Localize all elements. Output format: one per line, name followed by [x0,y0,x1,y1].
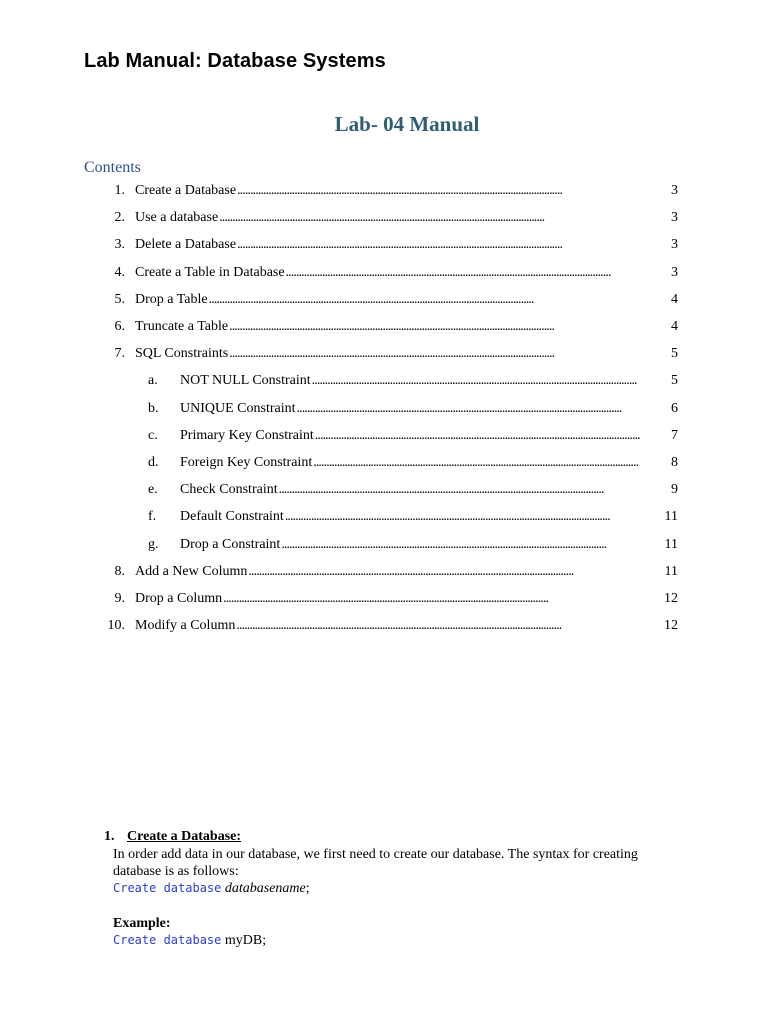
toc-entry[interactable] [104,209,678,226]
toc-entry[interactable] [148,481,678,498]
toc-entry-page-number: 11 [664,536,678,552]
toc-entry-page-number: 11 [664,509,678,525]
toc-entry-page-number: 12 [664,618,678,634]
toc-entry-page-number: 3 [671,210,678,226]
toc-entry-number: 4. [114,264,125,280]
toc-entry-page-number: 6 [671,400,678,416]
toc-entry-label: Create a Database [135,183,237,198]
toc-entry-page-number: 3 [671,183,678,198]
toc-entry-number: d. [148,455,159,470]
toc-entry-page-number: 3 [671,264,678,280]
contents-heading: Contents [84,159,141,176]
toc-entry-number: 1. [114,183,125,198]
toc-dot-leader [312,372,670,389]
toc-entry-label: Foreign Key Constraint [180,455,313,470]
toc-dot-leader [237,182,670,199]
toc-dot-leader [285,508,664,525]
page-header-title: Lab Manual: Database Systems [84,50,386,72]
toc-dot-leader [315,427,670,444]
toc-entry[interactable] [104,563,678,580]
section-body [113,846,664,949]
section-heading [104,829,664,845]
toc-dot-leader [279,481,670,498]
toc-entry-label: NOT NULL Constraint [180,373,311,389]
toc-entry-number: 5. [114,291,125,307]
toc-dot-leader [229,318,670,335]
toc-entry-number: 10. [107,618,125,634]
toc-entry[interactable] [104,236,678,253]
toc-entry[interactable] [148,454,678,471]
toc-entry[interactable] [104,291,678,308]
toc-entry[interactable] [148,400,678,417]
syntax-line [113,880,664,897]
toc-dot-leader [229,345,670,362]
toc-entry[interactable] [104,264,678,281]
toc-entry-page-number: 3 [671,237,678,253]
toc-entry-label: Create a Table in Database [135,264,285,280]
toc-entry[interactable] [104,345,678,362]
toc-entry-number: 6. [114,319,125,334]
toc-entry[interactable] [104,617,678,634]
toc-entry[interactable] [148,372,678,389]
toc-entry-label: Truncate a Table [135,319,229,334]
toc-entry-label: Delete a Database [135,237,237,253]
syntax-terminator: ; [305,881,310,896]
toc-entry-page-number: 12 [664,591,678,606]
toc-entry-label: Drop a Constraint [180,536,281,552]
toc-entry-label: UNIQUE Constraint [180,400,296,416]
toc-entry-number: c. [148,427,158,443]
toc-entry[interactable] [148,427,678,444]
toc-dot-leader [236,617,663,634]
toc-dot-leader [297,400,671,417]
document-title: Lab- 04 Manual [334,112,480,136]
toc-dot-leader [219,209,670,226]
toc-entry[interactable] [148,508,678,525]
section-paragraph: In order add data in our database, we first need to create our database. The syntax for creating database is as follows: [113,847,638,879]
toc-dot-leader [248,563,663,580]
toc-entry-label: Primary Key Constraint [180,427,314,443]
toc-entry-page-number: 11 [664,563,678,579]
example-line [113,932,664,949]
toc-entry-page-number: 8 [671,455,678,470]
toc-entry-number: 2. [114,210,125,226]
toc-entry-number: 8. [114,563,125,579]
section-create-database [104,829,664,949]
example-label: Example: [113,916,171,931]
toc-entry-number: f. [148,509,157,525]
toc-entry[interactable] [104,590,678,607]
toc-entry[interactable] [148,536,678,553]
toc-dot-leader [223,590,663,607]
toc-entry-page-number: 5 [671,346,678,362]
toc-dot-leader [237,236,670,253]
toc-entry-label: Check Constraint [180,482,278,498]
toc-entry-page-number: 9 [671,482,678,498]
toc-entry-label: Drop a Table [135,291,208,307]
toc-entry-number: b. [148,400,159,416]
toc-entry[interactable] [104,318,678,335]
syntax-argument: databasename [224,881,306,896]
section-heading-label: Create a Database: [127,829,242,844]
toc-entry-label: SQL Constraints [135,346,229,362]
section-number: 1. [104,829,115,844]
toc-dot-leader [286,264,670,281]
toc-entry-page-number: 7 [671,427,678,443]
example-keyword: Create database [113,933,222,947]
toc-entry-number: 9. [114,591,125,606]
toc-entry-label: Default Constraint [180,509,284,525]
toc-entry-label: Use a database [135,210,219,226]
toc-entry-page-number: 5 [671,373,678,389]
toc-entry-page-number: 4 [671,319,678,334]
toc-entry-number: 7. [114,346,125,362]
toc-entry-number: 3. [114,237,125,253]
toc-entry-label: Add a New Column [135,563,248,579]
toc-dot-leader [209,291,670,308]
example-argument: myDB; [224,933,267,948]
toc-entry-number: a. [148,373,158,389]
toc-entry-number: g. [148,536,159,552]
syntax-keyword: Create database [113,881,222,895]
toc-entry[interactable] [104,182,678,199]
toc-dot-leader [281,536,663,553]
toc-entry-page-number: 4 [671,291,678,307]
toc-dot-leader [313,454,670,471]
toc-entry-label: Drop a Column [135,591,223,606]
toc-entry-number: e. [148,482,158,498]
toc-entry-label: Modify a Column [135,618,236,634]
